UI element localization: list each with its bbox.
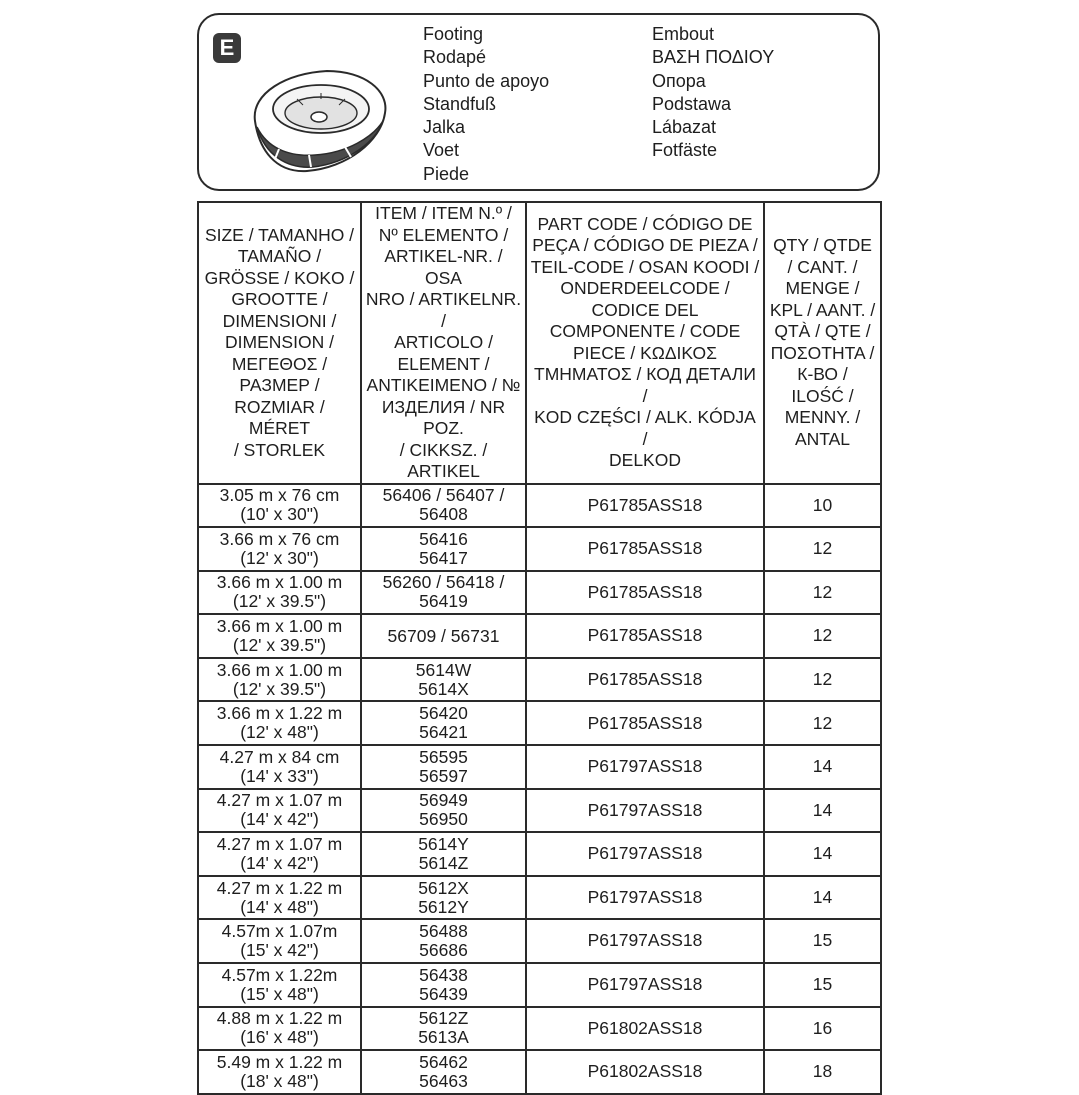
item-number-cell [361, 1050, 526, 1094]
size-cell [198, 745, 361, 789]
size-cell [198, 1007, 361, 1051]
item-number-cell-line: 56420 [419, 703, 468, 724]
qty-cell: 16 [764, 1007, 881, 1051]
header-line: ILOŚĆ / [791, 385, 854, 406]
item-number-cell-line: 5612Z [418, 1008, 469, 1029]
size-cell-line: (18' x 48") [240, 1071, 319, 1092]
item-number-cell [361, 1007, 526, 1051]
header-line: SIZE / TAMANHO / [204, 224, 355, 245]
item-number-cell-line: 5613A [418, 1027, 469, 1048]
size-cell-line: (14' x 42") [240, 853, 319, 874]
table-row [198, 745, 881, 789]
part-name: Fotfäste [652, 140, 718, 161]
item-number-cell-line: 56462 [419, 1052, 468, 1073]
table-row [198, 832, 881, 876]
item-number-cell [361, 876, 526, 920]
table-row [198, 614, 881, 658]
part-name-list-primary [423, 23, 549, 186]
header-line: PIECE / ΚΩΔΙΚΟΣ [573, 342, 717, 363]
item-number-cell-line: 56439 [419, 983, 468, 1004]
size-cell [198, 527, 361, 571]
header-line: COMPONENTE / CODE [549, 321, 741, 342]
qty-cell: 12 [764, 701, 881, 745]
size-cell [198, 789, 361, 833]
header-size [198, 202, 361, 484]
part-name: Footing [423, 24, 484, 44]
item-number-cell-line: 56595 [419, 746, 468, 767]
size-cell [198, 1050, 361, 1094]
parts-table [197, 201, 882, 1095]
part-code-cell: P61785ASS18 [526, 658, 764, 702]
header-line: DELKOD [609, 450, 681, 471]
size-cell-line: 3.05 m x 76 cm [219, 485, 340, 506]
table-row [198, 876, 881, 920]
size-cell-line: 4.57m x 1.07m [221, 921, 338, 942]
size-cell-line: 3.66 m x 1.00 m [216, 616, 343, 637]
item-number-cell [361, 745, 526, 789]
size-cell-line: (12' x 39.5") [232, 591, 327, 612]
header-line: DIMENSIONI / [222, 310, 337, 331]
item-number-cell-line: 56260 / 56418 / [382, 572, 505, 593]
part-code-cell: P61797ASS18 [526, 789, 764, 833]
header-line: KPL / AANT. / [769, 299, 876, 320]
header-line: DIMENSION / [225, 332, 334, 352]
item-number-cell-line: 56950 [419, 809, 468, 830]
size-cell-line: 3.66 m x 1.00 m [216, 572, 343, 593]
item-number-cell-line: 56408 [419, 504, 468, 525]
size-cell-line: 5.49 m x 1.22 m [216, 1052, 343, 1073]
qty-cell: 14 [764, 789, 881, 833]
item-number-cell-line: 56406 / 56407 / [382, 485, 505, 506]
header-line: ANTAL [794, 428, 851, 449]
part-name: Piede [423, 163, 470, 184]
header-item [361, 202, 526, 484]
size-cell-line: (15' x 42") [240, 940, 319, 961]
header-line: ΤΜΗΜΑΤΟΣ / КОД ДЕТАЛИ / [534, 364, 756, 406]
item-number-cell-line: 56421 [419, 722, 468, 743]
size-cell-line: (12' x 30") [240, 547, 319, 568]
part-code-cell: P61785ASS18 [526, 571, 764, 615]
header-part-code [526, 202, 764, 484]
size-cell-line: (14' x 33") [240, 765, 319, 786]
header-line: QTY / QTDE [773, 235, 872, 256]
header-line: ELEMENT / [397, 353, 490, 374]
table-row [198, 1050, 881, 1094]
part-code-cell: P61785ASS18 [526, 527, 764, 571]
header-line: PEÇA / CÓDIGO DE PIEZA / [532, 235, 758, 256]
part-code-cell: P61797ASS18 [526, 876, 764, 920]
size-cell [198, 658, 361, 702]
part-name: Embout [652, 24, 715, 44]
header-line: TAMAÑO / [237, 246, 322, 266]
header-line: MENNY. / [784, 407, 861, 428]
header-line: Nº ELEMENTO / [378, 224, 509, 245]
part-code-cell: P61785ASS18 [526, 614, 764, 658]
part-code-cell: P61802ASS18 [526, 1007, 764, 1051]
item-number-cell [361, 919, 526, 963]
header-line: / STORLEK [233, 439, 326, 460]
header-line: ITEM / ITEM N.º / [375, 203, 512, 223]
header-qty [764, 202, 881, 484]
item-number-cell-line: 56438 [419, 964, 468, 985]
size-cell-line: (12' x 39.5") [232, 635, 327, 656]
size-cell-line: 4.27 m x 1.07 m [216, 834, 343, 855]
qty-cell: 12 [764, 527, 881, 571]
header-line: MENGE / [785, 278, 860, 299]
table-row [198, 789, 881, 833]
size-cell-line: (14' x 42") [240, 809, 319, 830]
part-name: Standfuß [423, 93, 497, 114]
part-code-cell: P61785ASS18 [526, 701, 764, 745]
item-number-cell-line: 5614Y [418, 834, 469, 855]
header-line: ΑΝΤΙΚΕΙΜΕΝΟ / № [366, 375, 521, 395]
item-number-cell-line: 5612X [418, 877, 469, 898]
part-code-cell: P61797ASS18 [526, 963, 764, 1007]
item-number-cell-line: 56686 [419, 940, 468, 961]
item-number-cell [361, 484, 526, 528]
size-cell [198, 919, 361, 963]
size-cell-line: (12' x 39.5") [232, 678, 327, 699]
table-row [198, 919, 881, 963]
size-cell [198, 963, 361, 1007]
size-cell [198, 484, 361, 528]
item-number-cell-line: 56416 [419, 528, 468, 549]
part-name: ΒΑΣΗ ΠΟΔΙΟΥ [652, 47, 775, 68]
part-name-list-secondary [652, 23, 774, 163]
header-line: / CANT. / [787, 256, 858, 277]
part-name: Rodapé [423, 47, 487, 68]
item-number-cell-line: 56597 [419, 765, 468, 786]
part-name: Lábazat [652, 117, 717, 138]
qty-cell: 12 [764, 614, 881, 658]
header-line: PART CODE / CÓDIGO DE [537, 213, 753, 234]
qty-cell: 15 [764, 963, 881, 1007]
table-body [198, 484, 881, 1094]
header-line: QTÀ / QTE / [774, 321, 871, 342]
table-row [198, 963, 881, 1007]
part-code-cell: P61802ASS18 [526, 1050, 764, 1094]
part-name: Podstawa [652, 93, 732, 114]
item-number-cell [361, 963, 526, 1007]
header-line: К-ВО / [797, 364, 848, 385]
size-cell-line: 4.27 m x 1.07 m [216, 790, 343, 811]
table-row [198, 484, 881, 528]
size-cell-line: (16' x 48") [240, 1027, 319, 1048]
item-number-cell-line: 5614X [418, 678, 469, 699]
item-number-cell-line: 56463 [419, 1071, 468, 1092]
part-code-cell: P61797ASS18 [526, 832, 764, 876]
item-number-cell [361, 701, 526, 745]
qty-cell: 10 [764, 484, 881, 528]
header-line: ΠΟΣΟΤΗΤΑ / [770, 342, 875, 363]
header-line: РАЗМЕР / [239, 375, 320, 395]
item-number-cell-line: 5614W [415, 659, 472, 680]
part-code-cell: P61785ASS18 [526, 484, 764, 528]
table-row [198, 571, 881, 615]
part-name: Voet [423, 140, 460, 161]
header-line: GRÖSSE / KOKO / [204, 267, 355, 288]
footing-illustration-icon [247, 63, 392, 178]
item-number-cell-line: 56419 [419, 591, 468, 612]
size-cell-line: (14' x 48") [240, 896, 319, 917]
item-number-cell [361, 571, 526, 615]
header-line: KOD CZĘŚCI / ALK. KÓDJA / [534, 407, 756, 449]
header-line: ИЗДЕЛИЯ / NR POZ. [381, 396, 506, 438]
header-line: TEIL-CODE / OSAN KOODI / [530, 256, 760, 277]
qty-cell: 14 [764, 832, 881, 876]
size-cell-line: (12' x 48") [240, 722, 319, 743]
size-cell [198, 701, 361, 745]
size-cell [198, 571, 361, 615]
size-cell [198, 876, 361, 920]
item-number-cell [361, 527, 526, 571]
table-row [198, 701, 881, 745]
qty-cell: 18 [764, 1050, 881, 1094]
qty-cell: 14 [764, 745, 881, 789]
header-line: ONDERDEELCODE / [560, 278, 730, 299]
header-line: ROZMIAR / MÉRET [234, 396, 325, 438]
item-number-cell-line: 56949 [419, 790, 468, 811]
size-cell-line: 3.66 m x 1.00 m [216, 659, 343, 680]
part-name: Punto de apoyo [423, 70, 550, 91]
size-cell-line: 3.66 m x 1.22 m [216, 703, 343, 724]
header-line: GROOTTE / [231, 289, 328, 309]
size-cell-line: 4.57m x 1.22m [221, 964, 338, 985]
item-number-cell-line: 56709 / 56731 [387, 625, 500, 646]
item-number-cell-line: 56488 [419, 921, 468, 942]
item-number-cell-line: 56417 [419, 547, 468, 568]
header-line: CODICE DEL [591, 299, 699, 320]
size-cell-line: (10' x 30") [240, 504, 319, 525]
item-number-cell [361, 658, 526, 702]
table-row [198, 658, 881, 702]
size-cell [198, 614, 361, 658]
part-name: Jalka [423, 117, 466, 138]
item-number-cell-line: 5614Z [418, 853, 469, 874]
table-header-row [198, 202, 881, 484]
size-cell-line: (15' x 48") [240, 983, 319, 1004]
header-line: ARTICOLO / [394, 332, 493, 352]
qty-cell: 12 [764, 571, 881, 615]
table-row [198, 1007, 881, 1051]
part-letter-badge: E [213, 33, 241, 63]
header-line: ΜΕΓΕΘΟΣ / [231, 353, 328, 374]
size-cell-line: 4.27 m x 84 cm [219, 746, 340, 767]
item-number-cell [361, 832, 526, 876]
qty-cell: 14 [764, 876, 881, 920]
item-number-cell-line: 5612Y [418, 896, 469, 917]
size-cell-line: 4.27 m x 1.22 m [216, 877, 343, 898]
header-line: / CIKKSZ. / ARTIKEL [399, 439, 488, 481]
header-line: NRO / ARTIKELNR. / [365, 289, 522, 331]
size-cell [198, 832, 361, 876]
part-name: Опора [652, 70, 706, 91]
part-code-cell: P61797ASS18 [526, 745, 764, 789]
qty-cell: 15 [764, 919, 881, 963]
header-line: ARTIKEL-NR. / OSA [384, 246, 503, 288]
size-cell-line: 4.88 m x 1.22 m [216, 1008, 343, 1029]
part-code-cell: P61797ASS18 [526, 919, 764, 963]
qty-cell: 12 [764, 658, 881, 702]
item-number-cell [361, 614, 526, 658]
part-header-box [197, 13, 880, 191]
size-cell-line: 3.66 m x 76 cm [219, 528, 340, 549]
table-row [198, 527, 881, 571]
item-number-cell [361, 789, 526, 833]
